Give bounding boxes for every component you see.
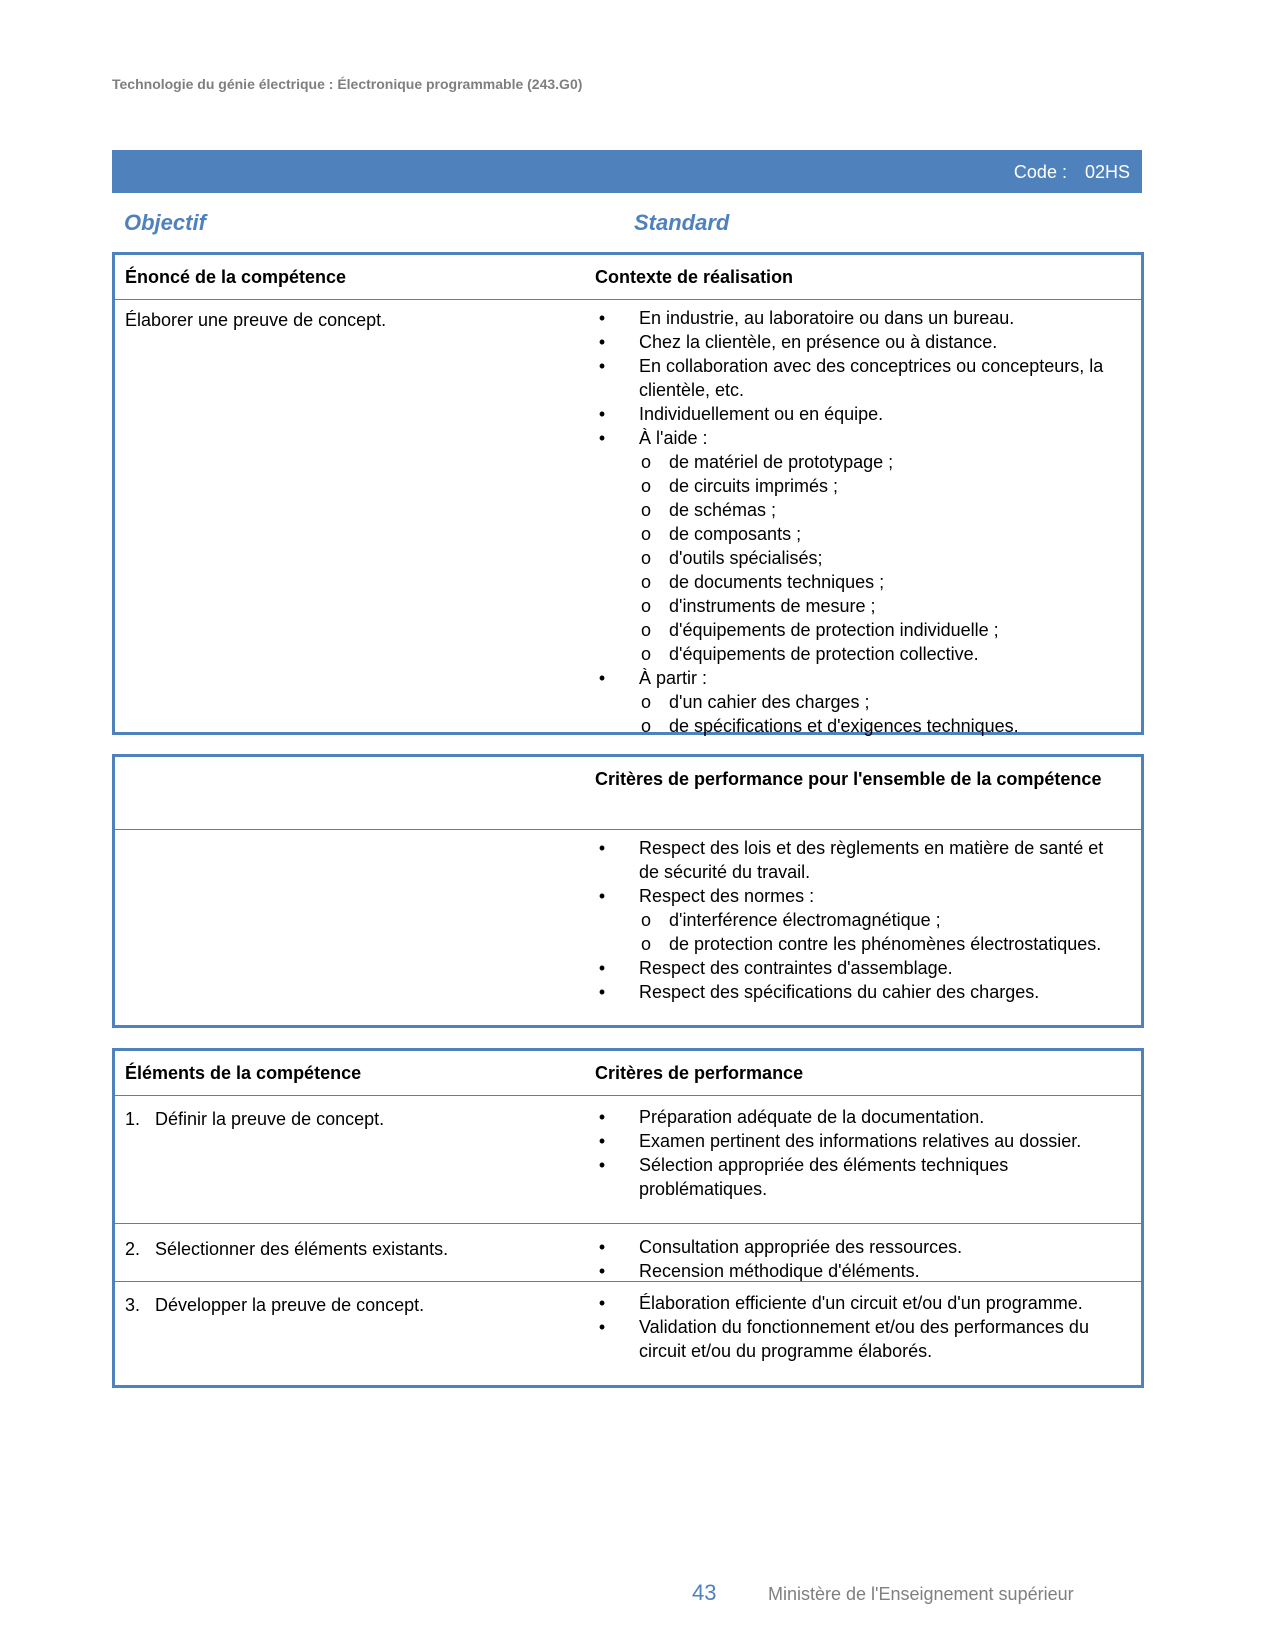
bullet-disc: • bbox=[598, 1261, 606, 1281]
bullet-circle: o bbox=[640, 934, 651, 954]
list-item: • À partir : o d'un cahier des charges ; o de spécifications et d'exigences techniques. bbox=[595, 666, 1105, 738]
element-1: 1. Définir la preuve de concept. bbox=[125, 1109, 385, 1129]
bullet-circle: o bbox=[640, 596, 651, 616]
competence-statement: Élaborer une preuve de concept. bbox=[125, 310, 387, 330]
bullet-disc: • bbox=[598, 958, 606, 978]
normes-sublist bbox=[639, 908, 1105, 956]
table-row bbox=[125, 1107, 585, 1131]
list-item: • Respect des normes : o d'interférence électromagnétique ; o de protection contre les phénomènes électrostatiques. bbox=[595, 884, 1105, 956]
list-item: • Validation du fonctionnement et/ou des performances du circuit et/ou du programme élaborés. bbox=[595, 1315, 1105, 1363]
criteres-header: Critères de performance bbox=[595, 1063, 804, 1083]
list-item: • Respect des contraintes d'assemblage. bbox=[595, 956, 1105, 980]
code-label: Code : bbox=[1013, 162, 1067, 182]
bullet-circle: o bbox=[640, 500, 651, 520]
element-3: 3. Développer la preuve de concept. bbox=[125, 1295, 425, 1315]
list-item: • Chez la clientèle, en présence ou à distance. bbox=[595, 330, 1105, 354]
criteria-list-2 bbox=[595, 1235, 1105, 1283]
list-item: • Préparation adéquate de la documentation. bbox=[595, 1105, 1105, 1129]
sublist-item: o d'outils spécialisés; bbox=[640, 548, 823, 568]
list-item: • Recension méthodique d'éléments. bbox=[595, 1259, 1105, 1283]
sublist-item: o de schémas ; bbox=[640, 500, 777, 520]
sublist-item: o d'interférence électromagnétique ; bbox=[640, 910, 941, 930]
list-item: • Individuellement ou en équipe. bbox=[595, 402, 1105, 426]
row-divider bbox=[115, 1223, 1141, 1224]
sublist-item: o de spécifications et d'exigences techniques. bbox=[640, 716, 1019, 736]
bullet-disc: • bbox=[598, 838, 606, 858]
footer-ministry: Ministère de l'Enseignement supérieur bbox=[768, 1584, 1074, 1604]
list-item: • À l'aide : o de matériel de prototypage ; o de circuits imprimés ; o de schémas ; o de composants ; o d'outils spécialisés; o de documents techniques ; o d'instruments de mesure ; o d'équipements de protection individuelle ; o d'équipements de protection collective. bbox=[595, 426, 1105, 666]
bullet-disc: • bbox=[598, 308, 606, 328]
sublist-item: o d'équipements de protection individuelle ; bbox=[640, 620, 999, 640]
sublist-item: o de protection contre les phénomènes électrostatiques. bbox=[640, 934, 1102, 954]
bullet-disc: • bbox=[598, 356, 606, 376]
sublist-item: o de documents techniques ; bbox=[640, 572, 885, 592]
sublist-item: o de circuits imprimés ; bbox=[640, 476, 839, 496]
elements-header: Éléments de la compétence bbox=[125, 1063, 362, 1083]
competency-code bbox=[1014, 162, 1130, 183]
criteria-list-3 bbox=[595, 1291, 1105, 1363]
contexte-header: Contexte de réalisation bbox=[595, 267, 794, 287]
criteres-ensemble-table bbox=[112, 754, 1144, 1028]
list-item: • Respect des lois et des règlements en matière de santé et de sécurité du travail. bbox=[595, 836, 1105, 884]
bullet-disc: • bbox=[598, 668, 606, 688]
bullet-circle: o bbox=[640, 524, 651, 544]
enonce-table-header bbox=[115, 255, 1141, 300]
table-row bbox=[125, 1293, 585, 1317]
page-number: 43 bbox=[692, 1580, 717, 1605]
bullet-circle: o bbox=[640, 910, 651, 930]
bullet-circle: o bbox=[640, 692, 651, 712]
list-item: • Examen pertinent des informations relatives au dossier. bbox=[595, 1129, 1105, 1153]
enonce-table bbox=[112, 252, 1144, 735]
bullet-disc: • bbox=[598, 428, 606, 448]
bullet-disc: • bbox=[598, 1131, 606, 1151]
bullet-circle: o bbox=[640, 644, 651, 664]
criteres-ensemble-list bbox=[595, 836, 1105, 1004]
bullet-disc: • bbox=[598, 1317, 606, 1337]
sublist-item: o d'un cahier des charges ; bbox=[640, 692, 870, 712]
bullet-disc: • bbox=[598, 1155, 606, 1175]
bullet-circle: o bbox=[640, 548, 651, 568]
list-item: • Respect des spécifications du cahier des charges. bbox=[595, 980, 1105, 1004]
sublist-item: o d'équipements de protection collective. bbox=[640, 644, 979, 664]
row-divider bbox=[115, 1281, 1141, 1282]
bullet-disc: • bbox=[598, 332, 606, 352]
bullet-disc: • bbox=[598, 982, 606, 1002]
bullet-disc: • bbox=[598, 1293, 606, 1313]
list-item: • En collaboration avec des conceptrices ou concepteurs, la clientèle, etc. bbox=[595, 354, 1105, 402]
bullet-disc: • bbox=[598, 1237, 606, 1257]
bullet-disc: • bbox=[598, 1107, 606, 1127]
sublist-item: o de matériel de prototypage ; bbox=[640, 452, 894, 472]
table-row bbox=[125, 1237, 585, 1261]
objectif-label: Objectif bbox=[124, 210, 206, 235]
element-2: 2. Sélectionner des éléments existants. bbox=[125, 1239, 449, 1259]
sublist-item: o d'instruments de mesure ; bbox=[640, 596, 876, 616]
criteria-list-1 bbox=[595, 1105, 1105, 1201]
code-bar bbox=[112, 150, 1142, 193]
elements-table bbox=[112, 1048, 1144, 1388]
list-item: • Sélection appropriée des éléments techniques problématiques. bbox=[595, 1153, 1105, 1201]
bullet-disc: • bbox=[598, 886, 606, 906]
bullet-circle: o bbox=[640, 452, 651, 472]
enonce-header: Énoncé de la compétence bbox=[125, 267, 347, 287]
contexte-list bbox=[595, 306, 1105, 738]
list-item: • Élaboration efficiente d'un circuit et/ou d'un programme. bbox=[595, 1291, 1105, 1315]
elements-table-header bbox=[115, 1051, 1141, 1096]
bullet-disc: • bbox=[598, 404, 606, 424]
bullet-circle: o bbox=[640, 620, 651, 640]
criteres-ensemble-header-row bbox=[115, 757, 1141, 830]
standard-label: Standard bbox=[634, 210, 730, 235]
aide-sublist bbox=[639, 450, 1105, 666]
criteres-ensemble-header: Critères de performance pour l'ensemble de la compétence bbox=[595, 769, 1102, 789]
bullet-circle: o bbox=[640, 476, 651, 496]
running-head: Technologie du génie électrique : Électronique programmable (243.G0) bbox=[112, 76, 583, 92]
bullet-circle: o bbox=[640, 572, 651, 592]
code-value: 02HS bbox=[1084, 162, 1130, 182]
partir-sublist bbox=[639, 690, 1105, 738]
list-item: • En industrie, au laboratoire ou dans un bureau. bbox=[595, 306, 1105, 330]
list-item: • Consultation appropriée des ressources. bbox=[595, 1235, 1105, 1259]
sublist-item: o de composants ; bbox=[640, 524, 802, 544]
bullet-circle: o bbox=[640, 716, 651, 736]
